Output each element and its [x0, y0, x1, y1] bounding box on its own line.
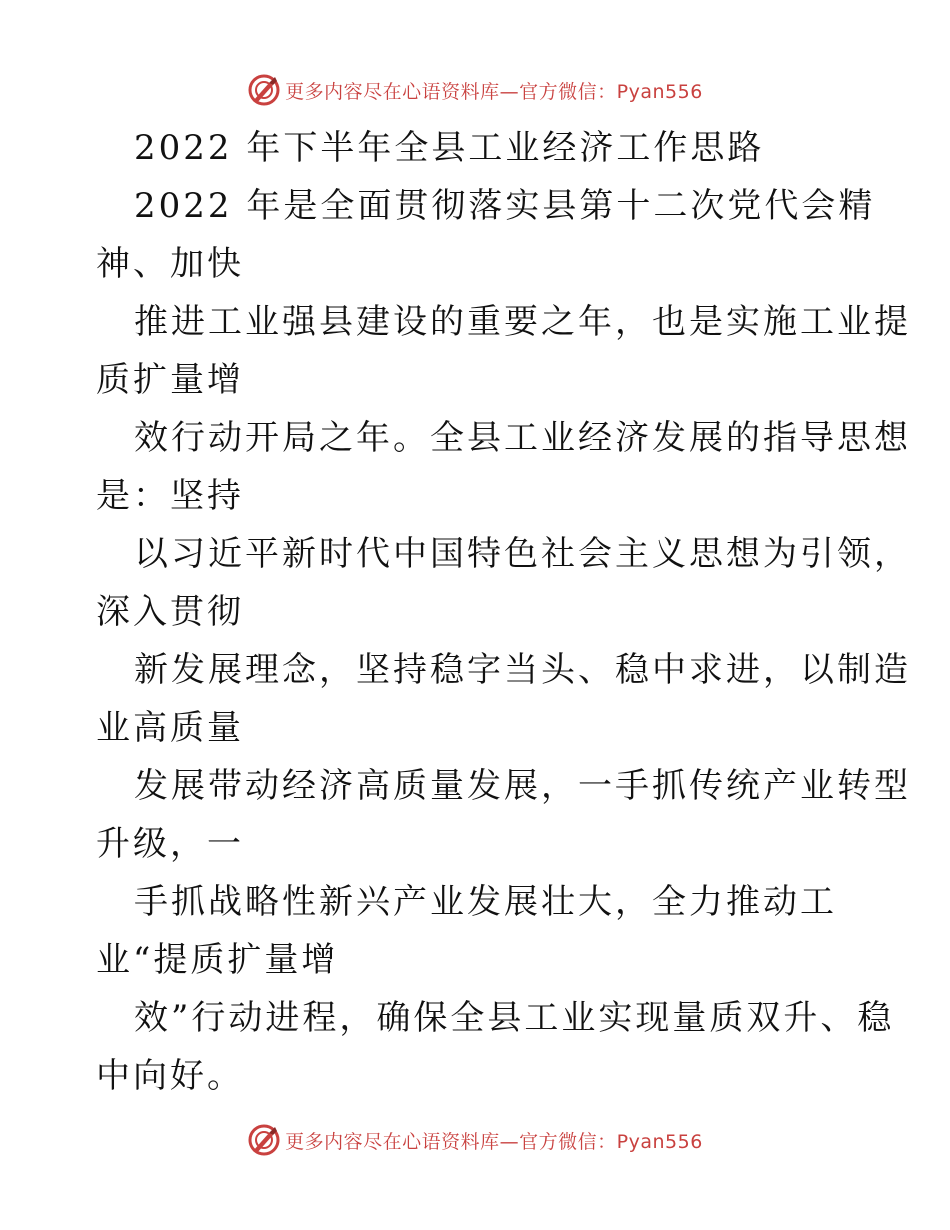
paragraph-line: 以习近平新时代中国特色社会主义思想为引领，	[134, 534, 911, 574]
paragraph-line: 效行动开局之年。全县工业经济发展的指导思想	[134, 418, 911, 458]
paragraph-line: 业“提质扩量增	[96, 940, 339, 980]
paragraph-line: 手抓战略性新兴产业发展壮大，全力推动工	[134, 882, 837, 922]
paragraph-line: 效”行动进程，确保全县工业实现量质双升、稳	[134, 998, 895, 1038]
footer-watermark-banner	[0, 1120, 950, 1160]
paragraph-line: 神、加快	[96, 244, 244, 284]
paragraph-line: 2022 年是全面贯彻落实县第十二次党代会精	[134, 186, 876, 226]
paragraph-line: 质扩量增	[96, 360, 244, 400]
header-watermark-banner	[0, 70, 950, 110]
paragraph-line: 推进工业强县建设的重要之年，也是实施工业提	[134, 302, 911, 342]
paragraph-line: 发展带动经济高质量发展，一手抓传统产业转型	[134, 766, 911, 806]
footer-wechat-id: Pyan556	[616, 1130, 703, 1153]
pen-circle-logo-icon	[247, 73, 281, 107]
paragraph-line: 新发展理念，坚持稳字当头、稳中求进，以制造	[134, 650, 911, 690]
paragraph-line: 业高质量	[96, 708, 244, 748]
header-watermark-text: 更多内容尽在心语资料库—官方微信：Pyan556	[285, 80, 703, 103]
paragraph-line: 中向好。	[96, 1056, 244, 1096]
pen-circle-logo-icon	[247, 1123, 281, 1157]
footer-watermark-text: 更多内容尽在心语资料库—官方微信：Pyan556	[285, 1130, 703, 1153]
paragraph-line: 升级，一	[96, 824, 244, 864]
header-wechat-id: Pyan556	[616, 80, 703, 103]
paragraph-line: 深入贯彻	[96, 592, 244, 632]
paragraph-line: 是：坚持	[96, 476, 244, 516]
document-title: 2022 年下半年全县工业经济工作思路	[134, 128, 765, 168]
